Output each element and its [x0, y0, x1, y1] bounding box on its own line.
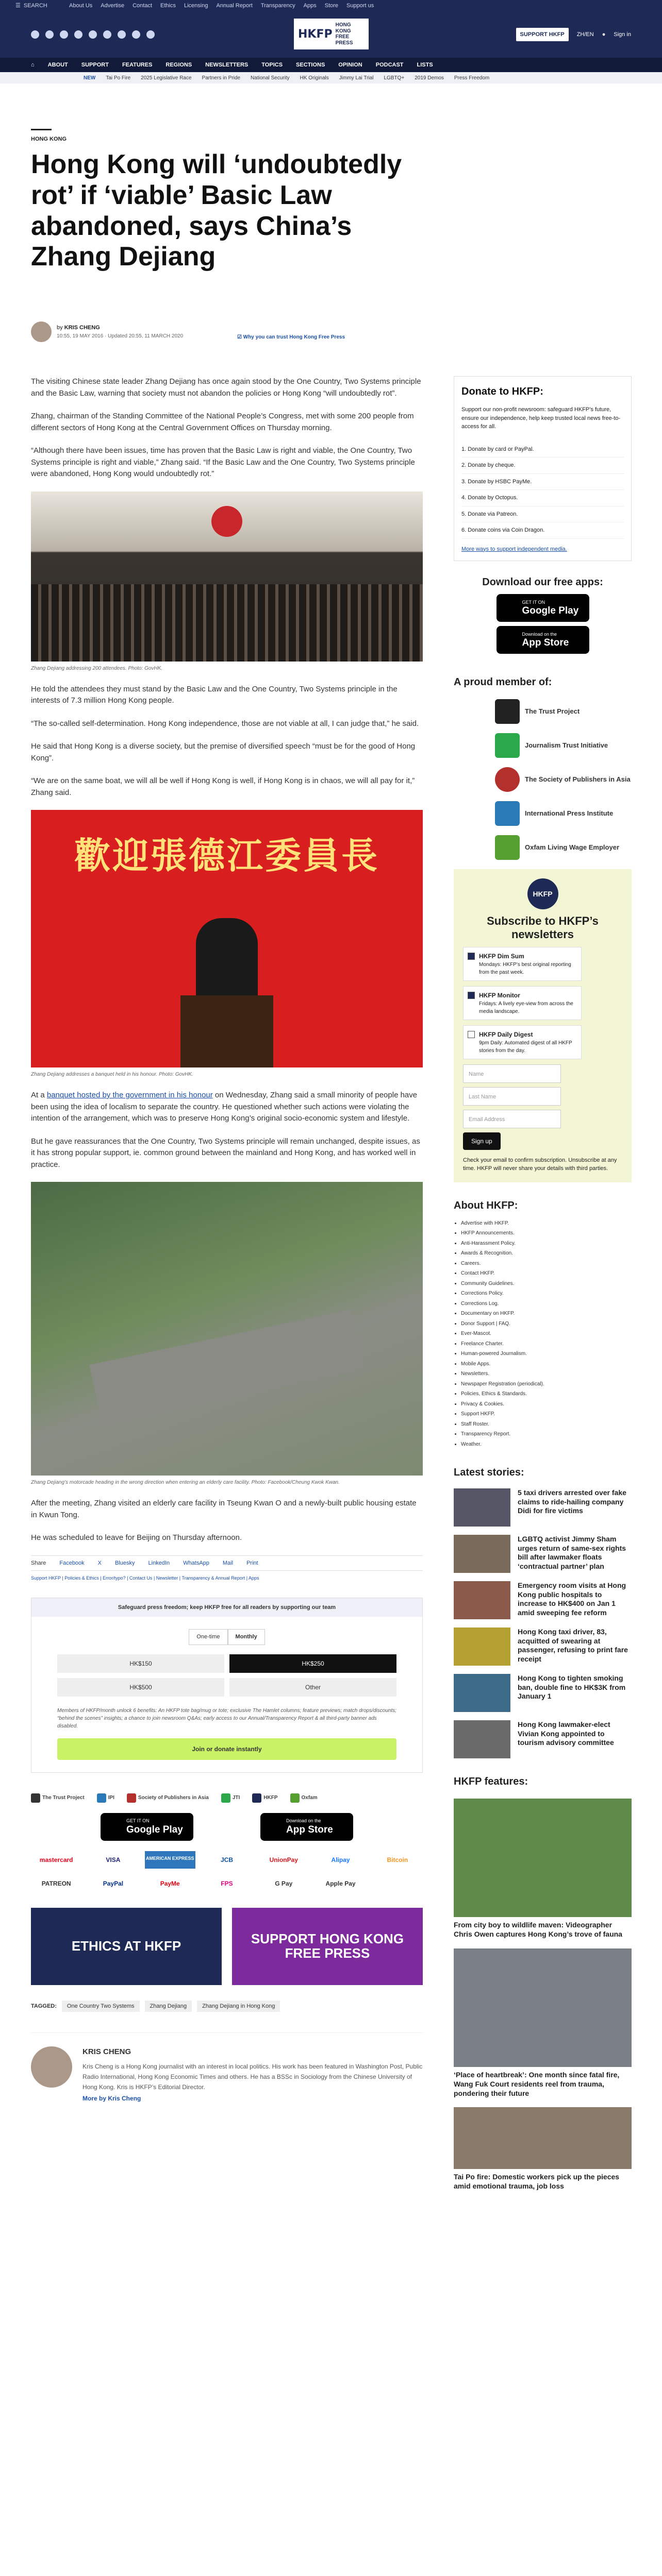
newsletter-title: Subscribe to HKFP’s newsletters — [487, 914, 599, 941]
search-label: SEARCH — [23, 2, 47, 9]
share-mail[interactable]: Mail — [222, 1560, 234, 1566]
feature-image — [454, 1799, 632, 1917]
trending-link[interactable]: National Security — [251, 75, 290, 81]
author-box — [31, 2032, 423, 2104]
logo-short: HKFP — [298, 27, 333, 41]
checkbox-icon[interactable] — [468, 992, 475, 999]
ethics-promo[interactable]: ETHICS AT HKFP — [31, 1908, 222, 1985]
features-title: HKFP features: — [454, 1776, 528, 1788]
nav-item[interactable]: SECTIONS — [296, 61, 325, 68]
youtube-icon[interactable] — [89, 30, 97, 39]
story-headline: Hong Kong taxi driver, 83, acquitted of swearing at passenger, refusing to print fare receipt — [518, 1628, 628, 1663]
nav-item[interactable]: ABOUT — [47, 61, 68, 68]
one-time-tab[interactable]: One-time — [189, 1629, 227, 1645]
nav-item[interactable]: LISTS — [417, 61, 433, 68]
feature-story[interactable] — [454, 1799, 632, 1939]
donate-option[interactable]: 4. Donate by Octopus. — [461, 490, 624, 506]
newsletter-option[interactable] — [463, 1025, 582, 1059]
paragraph: But he gave reassurances that the One Country, Two Systems principle will remain unchanged, despite issues, as it has strong popular support, ie. common ground between the mainland and Hong Kong, and has worked well in practice. — [31, 1137, 420, 1169]
road — [89, 1309, 365, 1425]
threads-icon[interactable] — [118, 30, 126, 39]
social-icons — [31, 30, 155, 39]
trending-link[interactable]: Tai Po Fire — [106, 75, 131, 81]
utility-link[interactable]: Advertise — [101, 2, 125, 9]
share-x[interactable]: X — [97, 1560, 102, 1566]
donate-option[interactable]: 6. Donate coins via Coin Dragon. — [461, 522, 624, 539]
partner-logos — [31, 1793, 423, 1803]
about-link[interactable]: • Freelance Charter. — [461, 1339, 632, 1349]
checkbox-icon[interactable] — [468, 953, 475, 960]
masthead-actions — [516, 28, 631, 42]
google-play-label: Google Play — [126, 1824, 183, 1835]
partner-name: The Trust Project — [42, 1795, 85, 1801]
share-label: Share — [31, 1560, 46, 1566]
payment-methods — [31, 1851, 423, 1892]
latest-title: Latest stories: — [454, 1467, 524, 1479]
latest-story[interactable] — [454, 1488, 632, 1527]
checkbox-icon[interactable] — [468, 1031, 475, 1038]
about-link[interactable]: • Corrections Policy. — [461, 1289, 632, 1299]
new-badge: NEW — [84, 75, 96, 81]
app-store-top: Download on the — [522, 631, 557, 637]
story-headline: Hong Kong lawmaker-elect Vivian Kong appointed to tourism advisory committee — [518, 1720, 614, 1747]
about-link[interactable]: • HKFP Announcements. — [461, 1228, 632, 1239]
about-link[interactable]: • Policies, Ethics & Standards. — [461, 1389, 632, 1399]
nav-item[interactable]: REGIONS — [166, 61, 192, 68]
top-utility-bar — [0, 0, 662, 11]
author-avatar — [31, 321, 52, 342]
utility-link[interactable]: Annual Report — [216, 2, 253, 9]
story-headline: Emergency room visits at Hong Kong public hospitals to increase to HK$400 on Jan 1 amid sweeping fee reform — [518, 1581, 626, 1617]
promo-banners — [31, 1908, 423, 1985]
latest-story[interactable] — [454, 1674, 632, 1712]
partner-logo[interactable] — [97, 1793, 114, 1803]
newsletter-name: HKFP Dim Sum — [479, 952, 524, 960]
paragraph — [31, 1090, 423, 1125]
logo-text — [336, 22, 365, 46]
hkfp-logo[interactable] — [294, 19, 369, 49]
why-trust-text: Why you can trust Hong Kong Free Press — [243, 334, 345, 340]
google-play-top: GET IT ON — [126, 1818, 150, 1824]
about-link[interactable]: • Transparency Report. — [461, 1429, 632, 1439]
payme-icon: PayMe — [160, 1879, 180, 1887]
unionpay-icon: UnionPay — [269, 1856, 298, 1863]
latest-story[interactable] — [454, 1535, 632, 1573]
oxfam-icon — [495, 835, 520, 860]
paragraph: “The so-called self-determination. Hong Kong independence, those are not viable at all, I can judge that,” he said. — [31, 719, 419, 728]
support-promo[interactable]: SUPPORT HONG KONG FREE PRESS — [232, 1908, 423, 1985]
linkedin-icon[interactable] — [103, 30, 111, 39]
tag-list — [31, 2001, 423, 2012]
trending-bar — [0, 72, 662, 83]
partner-name: JTI — [232, 1795, 240, 1801]
about-link[interactable]: • Human-powered Journalism. — [461, 1349, 632, 1359]
member-logo-row[interactable] — [495, 835, 632, 860]
about-link[interactable]: • Staff Roster. — [461, 1419, 632, 1430]
feature-story[interactable] — [454, 1948, 632, 2098]
donate-option[interactable]: 2. Donate by cheque. — [461, 457, 624, 474]
applepay-icon: Apple Pay — [325, 1879, 356, 1887]
donate-option[interactable]: 3. Donate by HSBC PayMe. — [461, 474, 624, 490]
about-link[interactable]: • Corrections Log. — [461, 1299, 632, 1309]
latest-story[interactable] — [454, 1720, 632, 1758]
article-body — [31, 376, 423, 2104]
article-title: Hong Kong will ‘undoubtedly rot’ if ‘viable’ Basic Law abandoned, says China’s Zhang Dejiang — [31, 149, 402, 272]
feature-headline: ‘Place of heartbreak’: One month since fatal fire, Wang Fuk Court residents reel from trauma, pondering their future — [454, 2070, 620, 2098]
member-logo-row[interactable] — [495, 733, 632, 758]
partner-logo[interactable] — [252, 1793, 277, 1803]
about-links — [454, 1218, 632, 1450]
google-play-top: GET IT ON — [522, 599, 545, 605]
partner-name: Society of Publishers in Asia — [138, 1795, 209, 1801]
story-thumbnail — [454, 1674, 510, 1712]
author-avatar-large — [31, 2046, 72, 2088]
paragraph: “We are on the same boat, we will all be well if Hong Kong is well, if Hong Kong is in chaos, we will all pay for it,” Zhang said. — [31, 776, 415, 797]
partner-name: IPI — [108, 1795, 114, 1801]
more-ways-link[interactable]: More ways to support independent media. — [461, 546, 567, 552]
about-link[interactable]: • Ever-Mascot. — [461, 1329, 632, 1339]
trust-icon: ☑ — [237, 334, 242, 340]
about-link[interactable]: • Contact HKFP. — [461, 1268, 632, 1279]
p3-prefix: At a — [31, 1091, 45, 1099]
utility-link[interactable]: Licensing — [184, 2, 208, 9]
masthead — [0, 11, 662, 58]
trust-project-icon — [31, 1793, 40, 1803]
trending-link[interactable]: Partners in Pride — [202, 75, 241, 81]
member-logo-row[interactable] — [495, 801, 632, 826]
nav-item[interactable]: OPINION — [338, 61, 362, 68]
donate-title: Donate to HKFP: — [461, 386, 543, 397]
photo-caption: Zhang Dejiang addressing 200 attendees. Photo: GovHK. — [31, 665, 163, 671]
facebook-icon[interactable] — [31, 30, 39, 39]
about-link[interactable]: • Advertise with HKFP. — [461, 1218, 632, 1229]
member-name: The Trust Project — [525, 707, 580, 716]
first-name-field[interactable]: Name — [463, 1064, 561, 1083]
partner-logo[interactable] — [221, 1793, 240, 1803]
donate-widget — [454, 376, 632, 561]
by-label: by — [57, 325, 63, 331]
about-link[interactable]: • Weather. — [461, 1439, 632, 1450]
paragraph: He said that Hong Kong is a diverse society, but the premise of diversified speech “must be for the good of Hong Kong”. — [31, 742, 416, 762]
member-name: The Society of Publishers in Asia — [525, 775, 631, 784]
partner-logo[interactable] — [127, 1793, 209, 1803]
utility-link[interactable]: Transparency — [260, 2, 295, 9]
app-store-badge[interactable] — [260, 1813, 353, 1841]
nav-item[interactable]: PODCAST — [375, 61, 404, 68]
oxfam-icon — [290, 1793, 300, 1803]
story-thumbnail — [454, 1535, 510, 1573]
share-bluesky[interactable]: Bluesky — [115, 1560, 135, 1566]
story-headline: Hong Kong to tighten smoking ban, double fine to HK$3K from January 1 — [518, 1674, 626, 1701]
join-donate-button[interactable]: Join or donate instantly — [57, 1738, 396, 1760]
jti-icon — [221, 1793, 230, 1803]
language-toggle[interactable]: ZH/EN — [576, 31, 594, 38]
byline — [31, 321, 183, 342]
share-bar — [31, 1555, 423, 1571]
rss-icon[interactable] — [146, 30, 155, 39]
about-link[interactable]: • Donor Support | FAQ. — [461, 1319, 632, 1329]
instagram-icon[interactable] — [60, 30, 68, 39]
amount-option[interactable]: HK$150 — [57, 1654, 224, 1673]
partner-name: Oxfam — [301, 1795, 318, 1801]
app-store-label: App Store — [286, 1824, 333, 1835]
nav-item[interactable]: SUPPORT — [81, 61, 109, 68]
paragraph: Zhang, chairman of the Standing Committee of the National People’s Congress, met with some 200 people from different sectors of Hong Kong at the Central Government Offices on Thursday morning. — [31, 412, 414, 432]
more-by-author-link[interactable]: More by Kris Cheng — [82, 2094, 141, 2102]
donation-box — [31, 1598, 423, 1773]
home-icon[interactable]: ⌂ — [31, 61, 35, 68]
utility-link[interactable]: Store — [324, 2, 339, 9]
about-link[interactable]: • Privacy & Cookies. — [461, 1399, 632, 1410]
trending-link[interactable]: 2019 Demos — [415, 75, 444, 81]
newsletter-option[interactable] — [463, 947, 582, 981]
google-play-badge[interactable] — [101, 1813, 193, 1841]
amount-option[interactable]: Other — [229, 1678, 396, 1697]
photo-caption: Zhang Dejiang’s motorcade heading in the wrong direction when entering an elderly care facility. Photo: Facebook/Cheung Kwok Kwan. — [31, 1480, 340, 1485]
about-link[interactable]: • Anti-Harassment Policy. — [461, 1239, 632, 1249]
author-box-name[interactable]: KRIS CHENG — [82, 2047, 131, 2056]
utility-links — [69, 2, 374, 10]
amex-icon: AMERICAN EXPRESS — [145, 1851, 195, 1869]
story-thumbnail — [454, 1581, 510, 1619]
monthly-tab[interactable]: Monthly — [228, 1629, 265, 1645]
nav-item[interactable]: TOPICS — [261, 61, 283, 68]
latest-story[interactable] — [454, 1628, 632, 1666]
member-name: International Press Institute — [525, 809, 614, 818]
logo-line-1: HONG KONG — [335, 22, 351, 34]
story-thumbnail — [454, 1488, 510, 1527]
newsletter-widget — [454, 869, 632, 1182]
sign-in-link[interactable]: Sign in — [614, 31, 631, 38]
amount-option-selected[interactable]: HK$250 — [229, 1654, 396, 1673]
tag[interactable]: Zhang Dejiang in Hong Kong — [197, 2001, 280, 2012]
newsletter-option[interactable] — [463, 986, 582, 1020]
donate-intro: Support our non-profit newsroom: safeguard HKFP’s future, ensure our independence, help keep trusted local news free-to-access for all. — [461, 406, 621, 430]
nav-item[interactable]: FEATURES — [122, 61, 153, 68]
why-trust-link[interactable] — [237, 333, 345, 341]
paypal-icon: PayPal — [103, 1879, 124, 1887]
search-link[interactable] — [15, 2, 47, 10]
member-name: Oxfam Living Wage Employer — [525, 843, 620, 852]
fps-icon: FPS — [221, 1879, 233, 1887]
telegram-icon[interactable] — [132, 30, 140, 39]
x-icon[interactable] — [45, 30, 54, 39]
partner-name: HKFP — [263, 1795, 278, 1801]
banquet-link[interactable]: banquet hosted by the government in his honour — [46, 1091, 213, 1099]
author-name[interactable]: KRIS CHENG — [64, 325, 100, 331]
photo-meeting — [31, 492, 423, 662]
feature-headline: From city boy to wildlife maven: Videographer Chris Owen captures Hong Kong’s trove of fauna — [454, 1921, 622, 1939]
tag[interactable]: Zhang Dejiang — [145, 2001, 192, 2012]
sopa-icon — [127, 1793, 136, 1803]
mastercard-icon: mastercard — [39, 1856, 73, 1863]
user-icon[interactable]: ● — [602, 31, 606, 38]
paragraph: He told the attendees they must stand by the Basic Law and the One Country, Two Systems principle in the interests of 7.3 million Hong Kong people. — [31, 684, 398, 705]
about-link[interactable]: • Careers. — [461, 1259, 632, 1269]
photo-motorcade — [31, 1182, 423, 1476]
newsletter-desc: Mondays: HKFP’s best original reporting from the past week. — [479, 961, 571, 975]
banquet-banner: 歡迎張德江委員長 — [74, 834, 379, 877]
paragraph: He was scheduled to leave for Beijing on Thursday afternoon. — [31, 1533, 242, 1542]
about-link[interactable]: • Newsletters. — [461, 1369, 632, 1379]
share-print[interactable]: Print — [246, 1560, 258, 1566]
ipi-icon — [97, 1793, 106, 1803]
bitcoin-icon: Bitcoin — [387, 1856, 408, 1863]
category-kicker[interactable]: HONG KONG — [31, 136, 67, 142]
newsletter-desc: 9pm Daily: Automated digest of all HKFP stories from the day. — [479, 1040, 572, 1054]
audience-crowd — [31, 584, 423, 662]
apps-title: Download our free apps: — [482, 577, 603, 588]
jti-icon — [495, 733, 520, 758]
feature-image — [454, 2107, 632, 2169]
logo-line-2: FREE PRESS — [335, 34, 353, 46]
blank-slot — [372, 1875, 423, 1892]
sign-up-button[interactable]: Sign up — [463, 1132, 501, 1150]
story-thumbnail — [454, 1628, 510, 1666]
gpay-icon: G Pay — [275, 1879, 293, 1887]
sidebar — [454, 376, 632, 2200]
tags-label: TAGGED: — [31, 2003, 57, 2009]
emblem-icon — [211, 506, 242, 537]
about-title: About HKFP: — [454, 1199, 518, 1211]
alipay-icon: Alipay — [331, 1856, 350, 1863]
member-logo-row[interactable] — [495, 699, 632, 724]
trending-link[interactable]: 2025 Legislative Race — [141, 75, 192, 81]
member-name: Journalism Trust Initiative — [525, 741, 608, 750]
story-headline: LGBTQ activist Jimmy Sham urges return of same-sex rights bill after lawmaker floats ‘contractual partner’ plan — [518, 1535, 626, 1570]
about-link[interactable]: • Support HKFP. — [461, 1409, 632, 1419]
story-headline: 5 taxi drivers arrested over fake claims to ride-hailing company Didi for fire victims — [518, 1488, 626, 1515]
share-whatsapp[interactable]: WhatsApp — [183, 1560, 209, 1566]
patreon-icon: PATREON — [41, 1879, 71, 1887]
newsletter-name: HKFP Daily Digest — [479, 1030, 533, 1038]
about-link[interactable]: • Awards & Recognition. — [461, 1248, 632, 1259]
utility-link[interactable]: Support us — [346, 2, 374, 9]
feature-image — [454, 1948, 632, 2067]
partner-logo[interactable] — [290, 1793, 318, 1803]
main-nav — [0, 58, 662, 72]
app-download-row — [31, 1813, 423, 1841]
google-play-label: Google Play — [522, 605, 579, 617]
policy-links[interactable]: Support HKFP | Policies & Ethics | Error/typo? | Contact Us | Newsletter | Transparency & Annual Report | Apps — [31, 1575, 259, 1581]
tag[interactable]: One Country Two Systems — [62, 2001, 140, 2012]
google-play-badge[interactable] — [496, 594, 589, 622]
last-name-field[interactable]: Last Name — [463, 1087, 561, 1106]
newsletter-desc: Fridays: A lively eye-view from across the media landscape. — [479, 1001, 573, 1014]
utility-link[interactable]: Contact — [133, 2, 153, 9]
newsletter-note: Check your email to confirm subscription. Unsubscribe at any time. HKFP will never share your details with third parties. — [463, 1157, 617, 1172]
feature-story[interactable] — [454, 2107, 632, 2191]
email-field[interactable]: Email Address — [463, 1110, 561, 1128]
story-thumbnail — [454, 1720, 510, 1758]
newsletter-logo: HKFP — [527, 878, 558, 909]
sopa-icon — [495, 767, 520, 792]
app-store-top: Download on the — [286, 1818, 321, 1824]
amount-options — [31, 1654, 422, 1697]
photo-caption: Zhang Dejiang addresses a banquet held in his honour. Photo: GovHK. — [31, 1072, 193, 1077]
feature-headline: Tai Po fire: Domestic workers pick up the pieces amid emotional trauma, job loss — [454, 2173, 620, 2191]
paragraph: The visiting Chinese state leader Zhang Dejiang has once again stood by the One Country, Two Systems principle and the Basic Law, warning that society must not abandon the policies or Hong Kong “will undoubtedly rot”. — [31, 377, 421, 398]
nav-item[interactable]: NEWSLETTERS — [205, 61, 249, 68]
utility-link[interactable]: Ethics — [160, 2, 176, 9]
member-perks: Members of HKFP/month unlock 6 benefits: An HKFP tote bag/mug or tote; exclusive The Hamlet columns; feature previews; match drops/discounts; “behind the scenes” insights; a chance to join newsroom Q&As; early access to our Annual/Transparency Report & all third-party banner ads disabled. — [57, 1707, 396, 1729]
ipi-icon — [495, 801, 520, 826]
member-title: A proud member of: — [454, 676, 552, 688]
share-linkedin[interactable]: LinkedIn — [148, 1560, 170, 1566]
about-link[interactable]: • Newspaper Registration (periodical). — [461, 1379, 632, 1389]
hamburger-icon: ☰ — [15, 2, 21, 9]
frequency-toggle — [31, 1629, 422, 1645]
hkfp-icon — [252, 1793, 261, 1803]
donate-option[interactable]: 5. Donate via Patreon. — [461, 506, 624, 523]
donation-header: Safeguard press freedom; keep HKFP free for all readers by supporting our team — [31, 1598, 422, 1617]
newsletter-name: HKFP Monitor — [479, 991, 520, 999]
share-facebook[interactable]: Facebook — [59, 1560, 85, 1566]
paragraph: After the meeting, Zhang visited an elderly care facility in Tseung Kwan O and a newly-built public housing estate in Kwun Tong. — [31, 1499, 417, 1519]
podium — [180, 995, 273, 1067]
p3-rest: on Wednesday, Zhang said a small minority of people have been using the idea of localism to separate the country. He questioned whether such actions were violating the intention of the arrangement, which was to preserve Hong Kong’s original socio-economic system and lifestyle. — [31, 1091, 418, 1123]
trending-link[interactable]: Jimmy Lai Trial — [339, 75, 374, 81]
bluesky-icon[interactable] — [74, 30, 82, 39]
latest-story[interactable] — [454, 1581, 632, 1619]
about-link[interactable]: • Documentary on HKFP. — [461, 1309, 632, 1319]
trending-link[interactable]: Press Freedom — [454, 75, 490, 81]
member-logo-row[interactable] — [495, 767, 632, 792]
publish-dates: 10:55, 19 MAY 2016 · Updated 20:55, 11 MARCH 2020 — [57, 333, 184, 339]
author-bio: Kris Cheng is a Hong Kong journalist with an interest in local politics. His work has been featured in Washington Post, Public Radio International, Hong Kong Economic Times and others. He has a BSSc in Sociology from the Chinese University of Hong Kong. Kris is HKFP’s Editorial Director. — [82, 2062, 423, 2091]
app-store-label: App Store — [522, 637, 569, 649]
about-link[interactable]: • Community Guidelines. — [461, 1279, 632, 1289]
trust-project-icon — [495, 699, 520, 724]
kicker-rule — [31, 129, 52, 130]
amount-option[interactable]: HK$500 — [57, 1678, 224, 1697]
about-link[interactable]: • Mobile Apps. — [461, 1359, 632, 1369]
paragraph: “Although there have been issues, time has proven that the Basic Law is right and viable, the One Country, Two Systems principle is right and viable,” Zhang said. “If the Basic Law and the One Country, Two Systems principle were abandoned, Hong Kong would undoubtedly rot.” — [31, 446, 415, 478]
partner-logo[interactable] — [31, 1793, 85, 1803]
photo-banquet — [31, 810, 423, 1067]
utility-link[interactable]: About Us — [69, 2, 93, 9]
utility-link[interactable]: Apps — [303, 2, 317, 9]
visa-icon: VISA — [106, 1856, 121, 1863]
donate-option[interactable]: 1. Donate by card or PayPal. — [461, 442, 624, 458]
trending-link[interactable]: LGBTQ+ — [384, 75, 405, 81]
jcb-icon: JCB — [220, 1856, 233, 1863]
app-store-badge[interactable] — [496, 626, 589, 654]
trending-link[interactable]: HK Originals — [300, 75, 329, 81]
support-hkfp-button[interactable]: SUPPORT HKFP — [516, 28, 569, 42]
